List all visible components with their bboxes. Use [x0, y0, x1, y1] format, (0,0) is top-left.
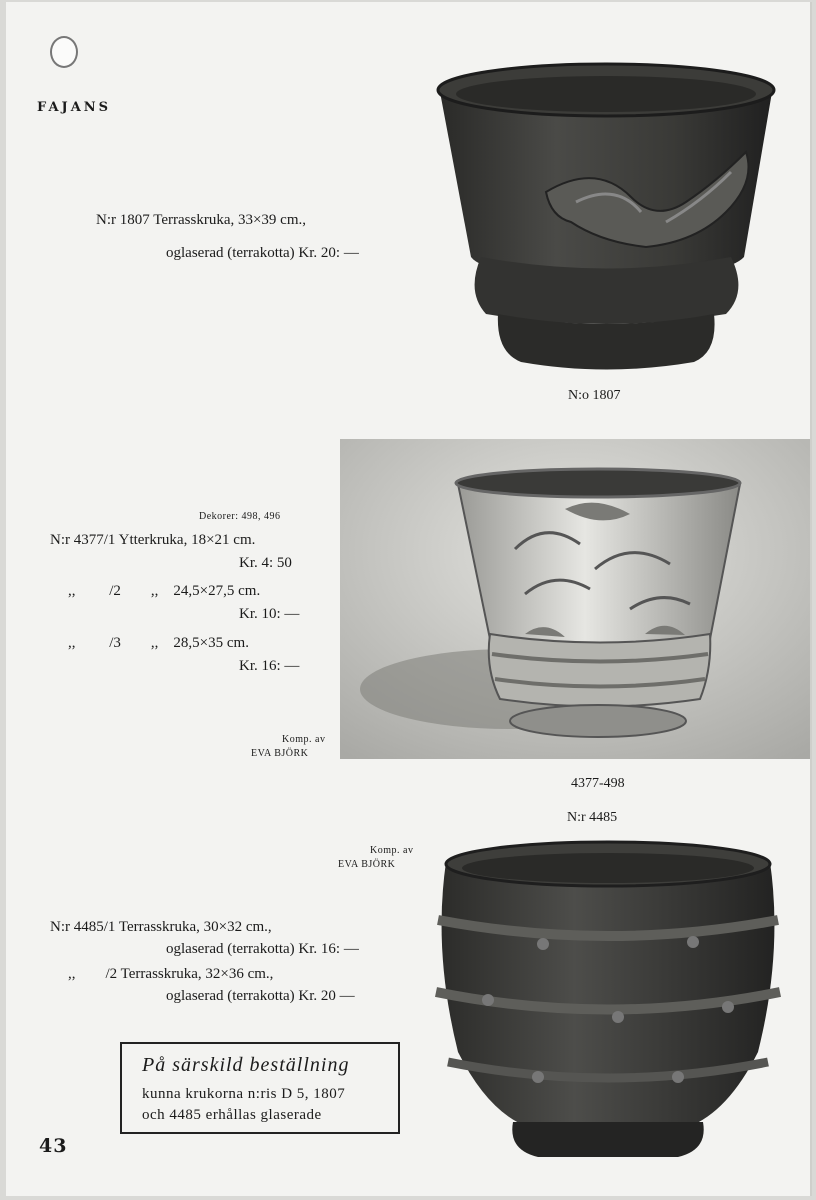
item-1807-line1: N:r 1807 Terrasskruka, 33×39 cm., — [96, 212, 307, 228]
item-4377-1-price: Kr. 4: 50 — [239, 555, 292, 571]
notice-title: På särskild beställning — [142, 1054, 350, 1076]
item-4485-designer: EVA BJÖRK — [338, 859, 396, 870]
caption-4485: N:r 4485 — [567, 810, 618, 825]
page-number: 43 — [39, 1135, 68, 1157]
section-title: FAJANS — [37, 100, 112, 115]
item-4485-line3: ,, /2 Terrasskruka, 32×36 cm., — [68, 966, 274, 982]
item-4485-line2: oglaserad (terrakotta) Kr. 16: — — [166, 941, 359, 957]
caption-4377: 4377-498 — [571, 776, 625, 791]
pot-4377-photo — [340, 439, 810, 759]
catalog-page — [6, 2, 812, 1196]
dekorer-label: Dekorer: 498, 496 — [199, 511, 281, 522]
caption-1807: N:o 1807 — [568, 388, 621, 403]
item-1807-line2: oglaserad (terrakotta) Kr. 20: — — [166, 245, 359, 261]
item-4377-komp-label: Komp. av — [282, 734, 326, 745]
item-4377-2-price: Kr. 10: — — [239, 606, 300, 622]
item-4485-komp-label: Komp. av — [370, 845, 414, 856]
binder-hole — [50, 36, 78, 68]
pot-1807-image — [426, 52, 786, 382]
item-4485-line1: N:r 4485/1 Terrasskruka, 30×32 cm., — [50, 919, 272, 935]
item-4485-line4: oglaserad (terrakotta) Kr. 20 — — [166, 988, 355, 1004]
item-4377-1-label: N:r 4377/1 Ytterkruka, 18×21 cm. — [50, 532, 256, 548]
pot-4485-image — [428, 832, 788, 1162]
notice-line2: och 4485 erhållas glaserade — [142, 1107, 322, 1123]
item-4377-3-price: Kr. 16: — — [239, 658, 300, 674]
item-4377-designer: EVA BJÖRK — [251, 748, 309, 759]
notice-line1: kunna krukorna n:ris D 5, 1807 — [142, 1086, 346, 1102]
notice-box — [120, 1042, 400, 1134]
item-4377-2-label: ,, /2 ,, 24,5×27,5 cm. — [68, 583, 261, 599]
item-4377-3-label: ,, /3 ,, 28,5×35 cm. — [68, 635, 249, 651]
